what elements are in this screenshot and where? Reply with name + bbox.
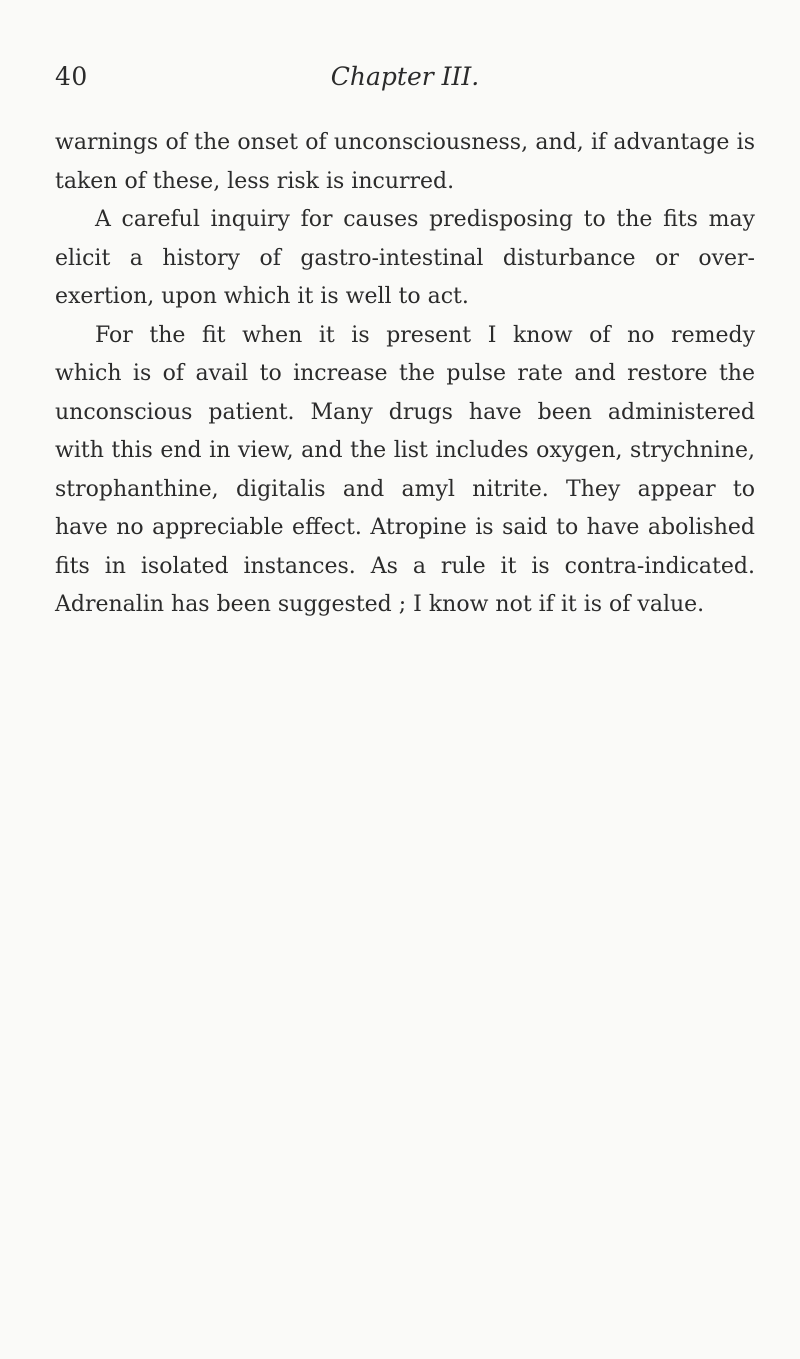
- text-line: strophanthine, digitalis and amyl nitrite. They appear to: [55, 476, 755, 502]
- text-line: have no appreciable effect. Atropine is said to have abolished: [55, 515, 755, 540]
- page-header: [55, 62, 755, 102]
- text-line: taken of these, less risk is incurred.: [55, 168, 455, 194]
- text-line: For the fit when it is present I know of no remedy: [95, 322, 755, 348]
- text-line: Adrenalin has been suggested ; I know not if it is of value.: [55, 592, 705, 617]
- text-line: fits in isolated instances. As a rule it is contra-indicated.: [55, 553, 755, 579]
- text-line: exertion, upon which it is well to act.: [55, 284, 469, 309]
- page-number: 40: [55, 62, 88, 91]
- text-line: warnings of the onset of unconsciousness, and, if advantage is: [55, 130, 755, 155]
- text-line: with this end in view, and the list includes oxygen, strychnine,: [55, 438, 755, 463]
- running-head: Chapter III.: [330, 62, 480, 91]
- text-line: unconscious patient. Many drugs have been administered: [55, 399, 755, 425]
- text-line: which is of avail to increase the pulse rate and restore the: [55, 361, 755, 386]
- text-line: A careful inquiry for causes predisposing to the fits may: [95, 207, 755, 232]
- body-text: [55, 124, 755, 625]
- text-line: elicit a history of gastro-intestinal disturbance or over-: [55, 245, 755, 271]
